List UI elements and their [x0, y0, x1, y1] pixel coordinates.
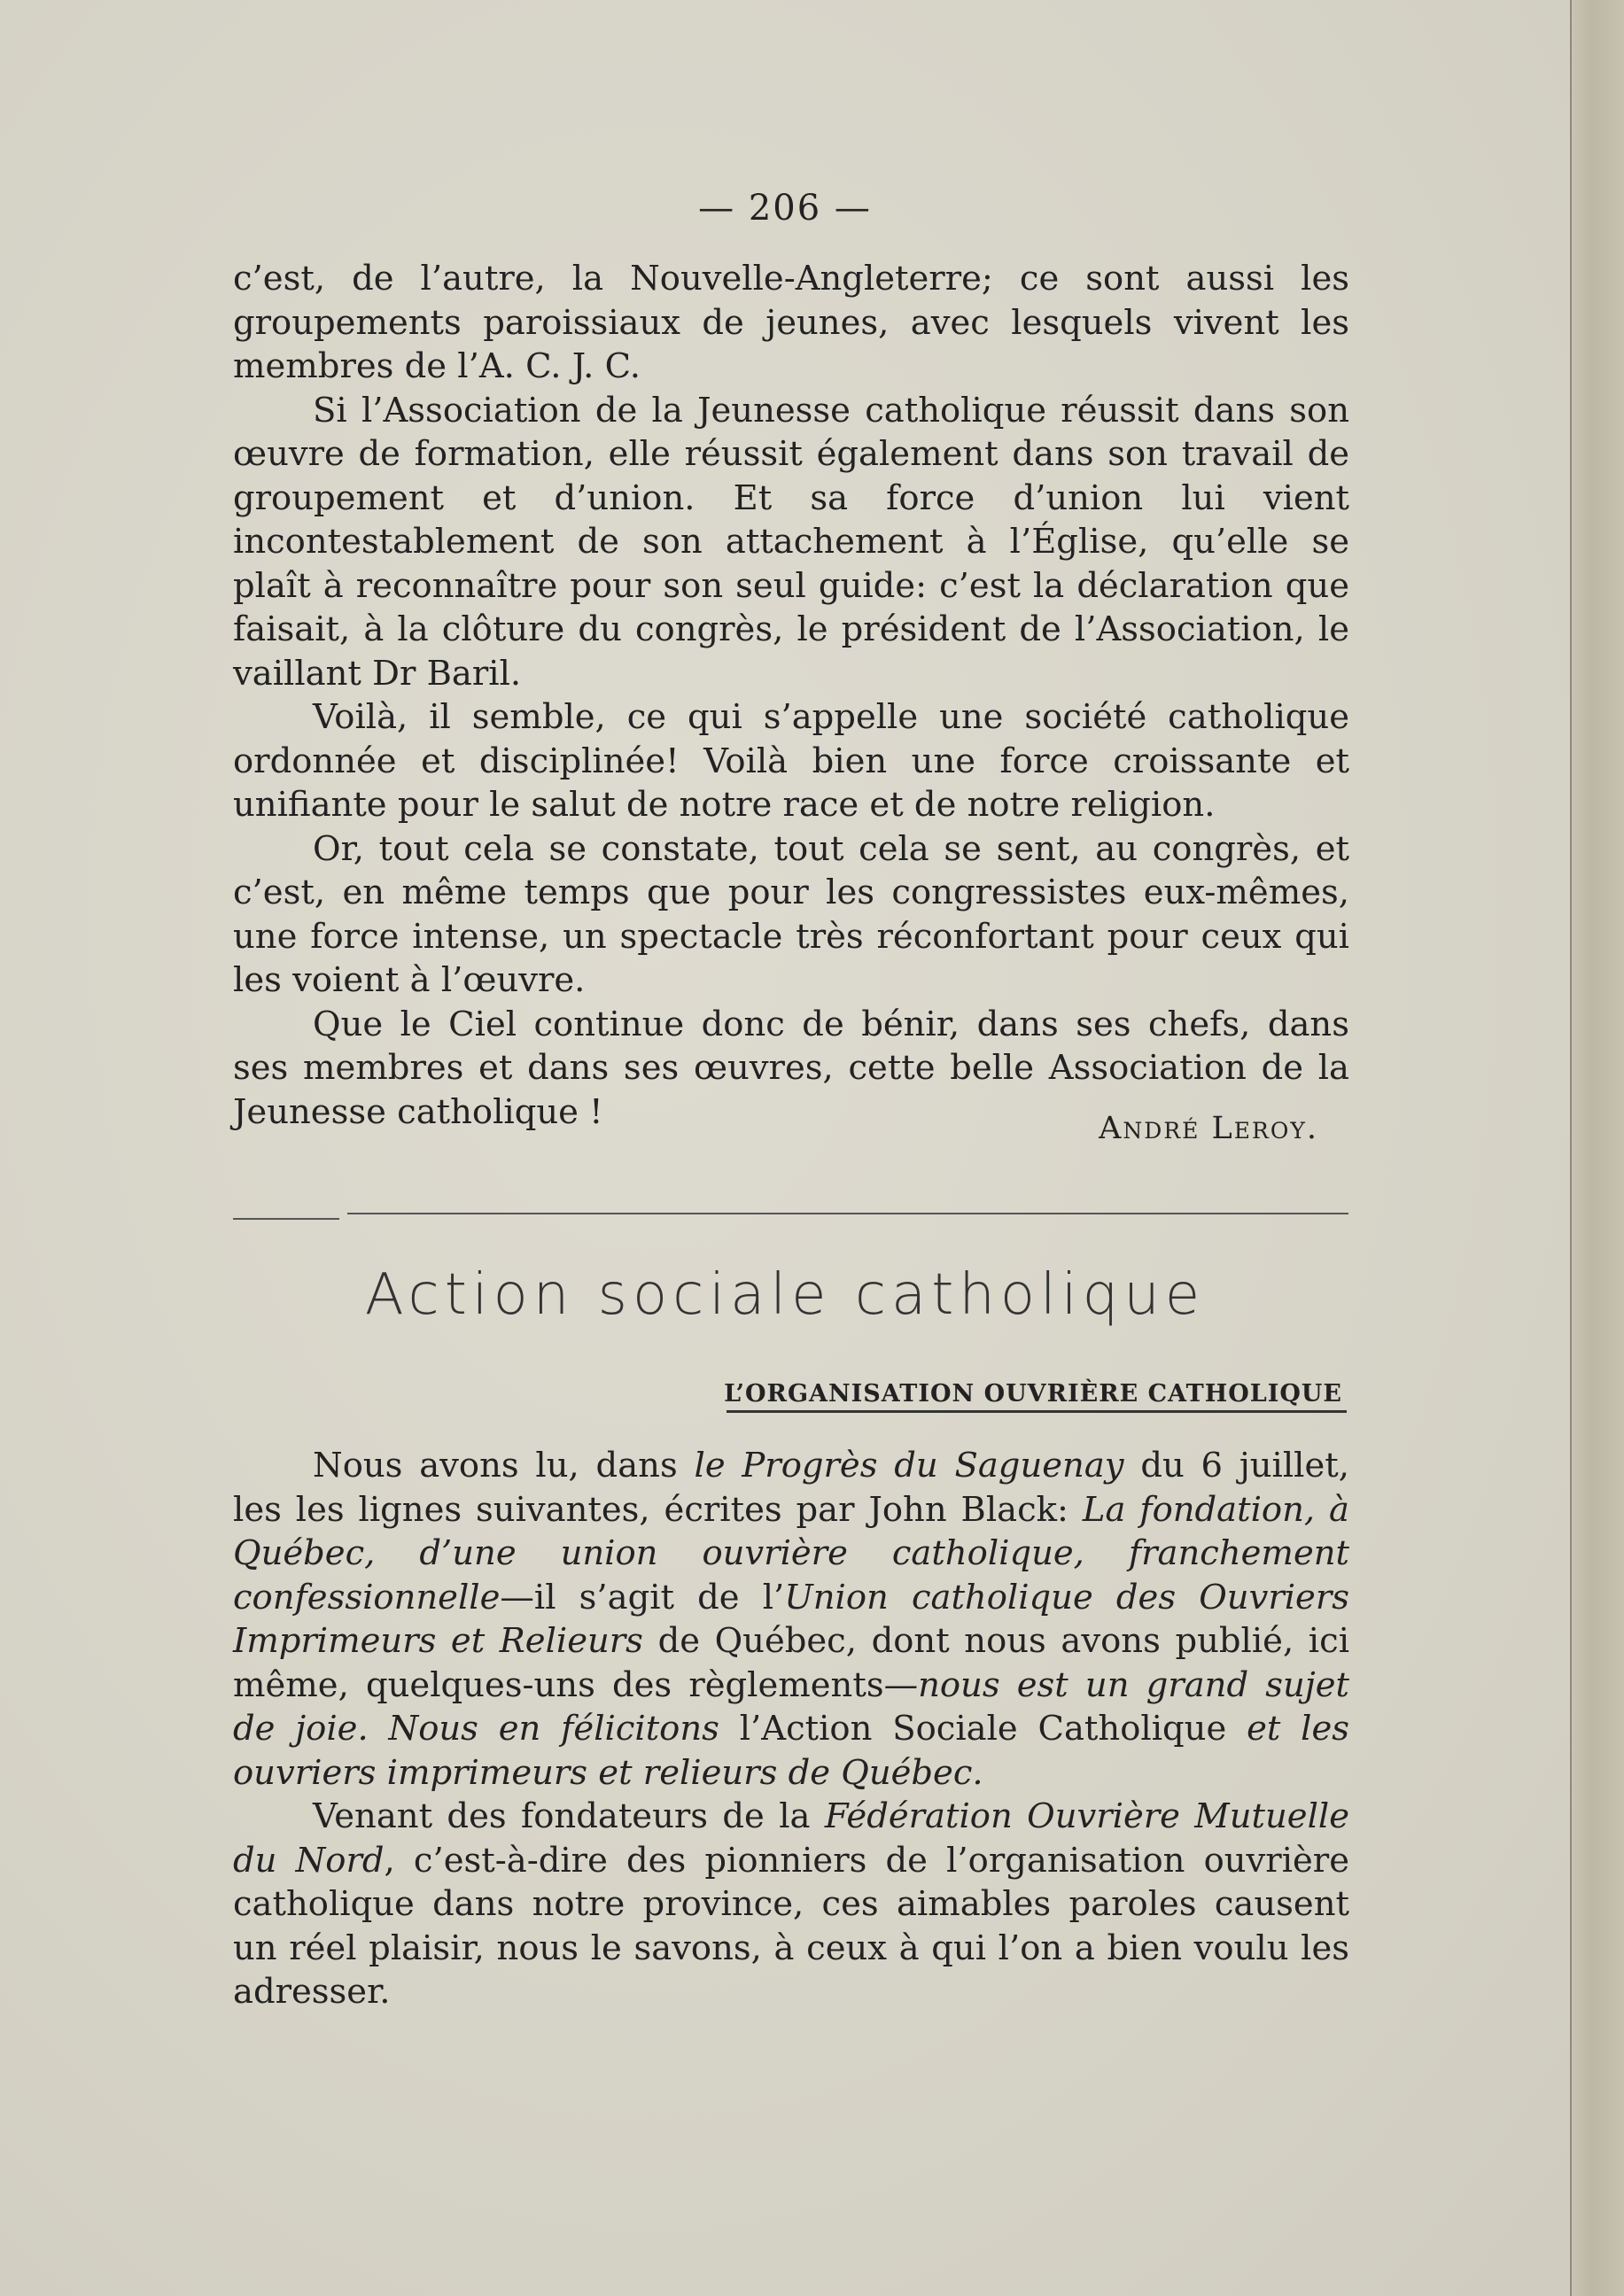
page-edge [1570, 0, 1624, 2296]
article-subheading: L’ORGANISATION OUVRIÈRE CATHOLIQUE [724, 1380, 1342, 1408]
section-title: Action sociale catholique [364, 1262, 1206, 1328]
paragraph: Que le Ciel continue donc de bénir, dans ses chefs, dans ses membres et dans ses œuvres, cette belle Association de la Jeunesse catholique ! [233, 1004, 1349, 1132]
divider-short [233, 1218, 339, 1220]
subheading-underline [727, 1410, 1347, 1413]
page-number: — 206 — [698, 188, 872, 229]
paragraph: c’est, de l’autre, la Nouvelle-Angleterre; ce sont aussi les groupements paroissiaux de jeunes, avec lesquels vivent les membres de l’A. C. J. C. [233, 259, 1349, 386]
article-body [233, 1444, 1349, 2014]
paragraph: Venant des fondateurs de la Fédération Ouvrière Mutuelle du Nord, c’est-à-dire des pionniers de l’organisation ouvrière catholique dans notre province, ces aimables paroles causent un réel plaisir, nous le savons, à ceux à qui l’on a bien voulu les adresser. [233, 1796, 1349, 2012]
paragraph: Voilà, il semble, ce qui s’appelle une société catholique ordonnée et disciplinée! Voilà bien une force croissante et unifiante pour le salut de notre race et de notre religion. [233, 697, 1349, 825]
paragraph: Si l’Association de la Jeunesse catholique réussit dans son œuvre de formation, elle réussit également dans son travail de groupement et d’union. Et sa force d’union lui vient incontestablement de son attachement à l’Église, qu’elle se plaît à reconnaître pour son seul guide: c’est la déclaration que faisait, à la clôture du congrès, le président de l’Association, le vaillant Dr Baril. [233, 390, 1349, 694]
article-continuation [233, 257, 1349, 1134]
paragraph: Or, tout cela se constate, tout cela se sent, au congrès, et c’est, en même temps que pour les congressistes eux-mêmes, une force intense, un spectacle très réconfortant pour ceux qui les voient à l’œuvre. [233, 828, 1349, 1000]
page-edge-line [1570, 0, 1572, 2296]
divider-long [347, 1213, 1348, 1214]
paragraph: Nous avons lu, dans le Progrès du Saguenay du 6 juillet, les les lignes suivantes, écrites par John Black: La fondation, à Québec, d’une union ouvrière catholique, franchement confessionnelle—il s’agit de l’Union catholique des Ouvriers Imprimeurs et Relieurs de Québec, dont nous avons publié, ici même, quelques-uns des règlements—nous est un grand sujet de joie. Nous en félicitons l’Action Sociale Catholique et les ouvriers imprimeurs et relieurs de Québec. [233, 1446, 1350, 1793]
author-signature: André Leroy. [1099, 1111, 1318, 1146]
